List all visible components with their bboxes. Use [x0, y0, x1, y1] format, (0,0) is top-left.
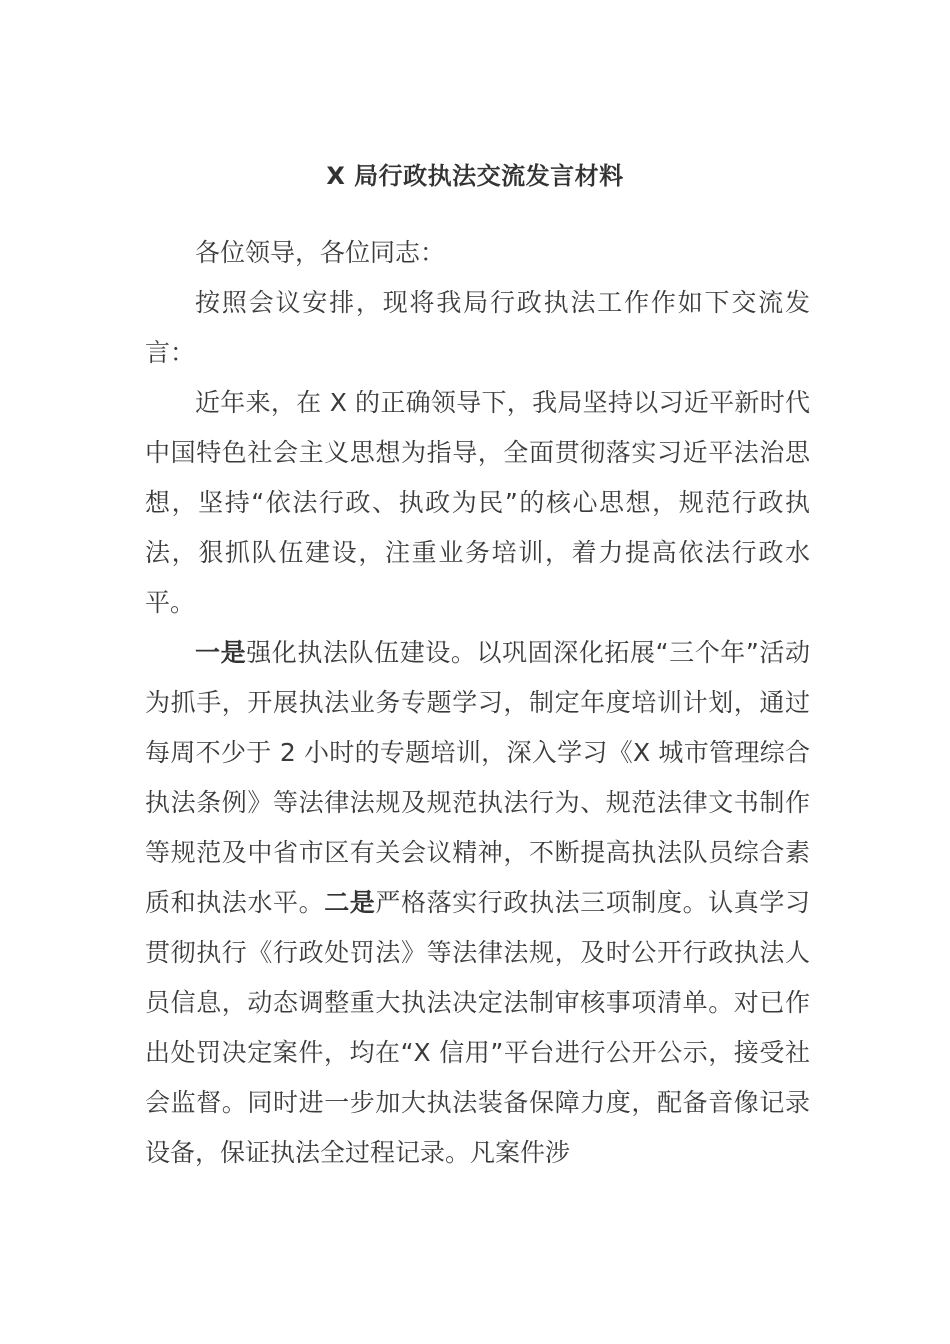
point-two-text: 严格落实行政执法三项制度。认真学习贯彻执行《行政处罚法》等法律法规，及时公开行政执法人员信息，动态调整重大执法决定法制审核事项清单。对已作出处罚决定案件，均在“X 信用”平台进行公开公示，接受社会监督。同时进一步加大执法装备保障力度，配备音像记录设备，保证执法全过程记录。凡案件涉 [145, 888, 810, 1167]
measures-paragraph [145, 628, 810, 1178]
intro-paragraph: 按照会议安排，现将我局行政执法工作作如下交流发言： [145, 288, 810, 367]
overview-paragraph: 近年来，在 X 的正确领导下，我局坚持以习近平新时代中国特色社会主义思想为指导，全面贯彻落实习近平法治思想，坚持“依法行政、执政为民”的核心思想，规范行政执法，狠抓队伍建设，注重业务培训，着力提高依法行政水平。 [145, 388, 810, 617]
salutation-paragraph: 各位领导，各位同志： [195, 238, 446, 267]
point-one-lead: 一是 [195, 638, 247, 667]
document-title: X 局行政执法交流发言材料 [326, 162, 624, 190]
document-body [145, 228, 810, 1178]
point-one-text: 强化执法队伍建设。以巩固深化拓展“三个年”活动为抓手，开展执法业务专题学习，制定年度培训计划，通过每周不少于 2 小时的专题培训，深入学习《X 城市管理综合执法条例》等法律法规及规范执法行为、规范法律文书制作等规范及中省市区有关会议精神，不断提高执法队员综合素质和执法水平。 [145, 638, 810, 917]
point-two-lead: 二是 [324, 888, 376, 917]
